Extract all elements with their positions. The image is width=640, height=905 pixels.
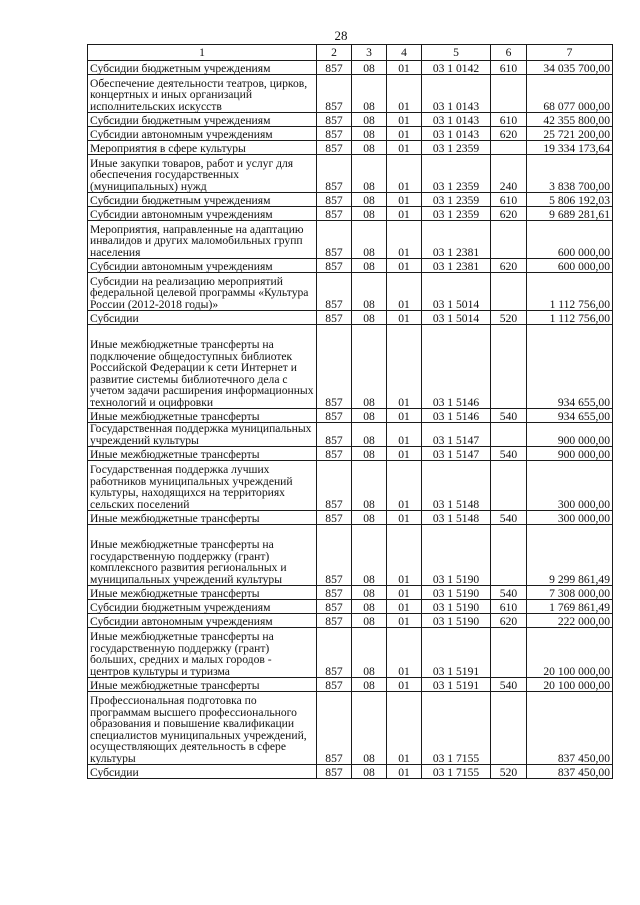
row-code-cell: 857 [317,628,352,678]
row-expense-type-cell [491,423,527,447]
row-amount-cell: 9 299 861,49 [527,525,613,586]
row-name-cell: Иные межбюджетные трансферты [88,511,317,525]
row-code-cell: 857 [317,525,352,586]
row-name-cell: Субсидии бюджетным учреждениям [88,61,317,75]
table-row [88,765,613,779]
row-section-cell: 08 [352,765,387,779]
row-expense-type-cell: 520 [491,311,527,325]
row-subsection-cell: 01 [387,75,422,113]
row-expense-type-cell: 610 [491,193,527,207]
row-section-cell: 08 [352,511,387,525]
row-expense-type-cell: 620 [491,127,527,141]
row-code-cell: 857 [317,193,352,207]
column-header: 3 [352,45,387,61]
row-target-article-cell: 03 1 5190 [422,614,491,628]
row-amount-cell: 837 450,00 [527,765,613,779]
table-row [88,692,613,765]
row-subsection-cell: 01 [387,461,422,511]
row-target-article-cell: 03 1 2359 [422,141,491,155]
row-subsection-cell: 01 [387,259,422,273]
row-subsection-cell: 01 [387,765,422,779]
row-code-cell: 857 [317,325,352,409]
row-section-cell: 08 [352,75,387,113]
row-amount-cell: 25 721 200,00 [527,127,613,141]
row-amount-cell: 900 000,00 [527,423,613,447]
row-name-cell: Иные межбюджетные трансферты на подключение общедоступных библиотек Российской Федерации к сети Интернет и развитие системы библиотечного дела с учетом задачи расширения информационных технологий и оцифровки [88,325,317,409]
row-section-cell: 08 [352,586,387,600]
table-row [88,61,613,75]
row-name-cell: Субсидии на реализацию мероприятий федеральной целевой программы «Культура России (2012-2018 годы)» [88,273,317,311]
column-header: 2 [317,45,352,61]
row-target-article-cell: 03 1 0143 [422,75,491,113]
table-row [88,461,613,511]
row-name-cell: Субсидии бюджетным учреждениям [88,600,317,614]
page-number: 28 [334,28,348,43]
row-amount-cell: 34 035 700,00 [527,61,613,75]
row-name-cell: Профессиональная подготовка по программам высшего профессионального образования и повышение квалификации специалистов муниципальных учреждений, осуществляющих деятельность в сфере культуры [88,692,317,765]
row-amount-cell: 9 689 281,61 [527,207,613,221]
row-target-article-cell: 03 1 7155 [422,765,491,779]
row-amount-cell: 900 000,00 [527,447,613,461]
row-code-cell: 857 [317,207,352,221]
row-section-cell: 08 [352,141,387,155]
table-row [88,511,613,525]
row-subsection-cell: 01 [387,221,422,259]
row-code-cell: 857 [317,586,352,600]
row-section-cell: 08 [352,600,387,614]
row-subsection-cell: 01 [387,409,422,423]
row-name-cell: Субсидии автономным учреждениям [88,614,317,628]
row-section-cell: 08 [352,525,387,586]
row-subsection-cell: 01 [387,273,422,311]
row-subsection-cell: 01 [387,614,422,628]
row-subsection-cell: 01 [387,113,422,127]
table-body [88,61,613,779]
row-target-article-cell: 03 1 0142 [422,61,491,75]
row-name-cell: Субсидии автономным учреждениям [88,207,317,221]
row-target-article-cell: 03 1 5190 [422,525,491,586]
row-target-article-cell: 03 1 5148 [422,511,491,525]
row-name-cell: Субсидии автономным учреждениям [88,259,317,273]
table-row [88,207,613,221]
table-row [88,155,613,193]
row-code-cell: 857 [317,614,352,628]
row-code-cell: 857 [317,75,352,113]
row-amount-cell: 1 112 756,00 [527,273,613,311]
row-code-cell: 857 [317,113,352,127]
row-section-cell: 08 [352,409,387,423]
row-name-cell: Иные межбюджетные трансферты [88,678,317,692]
table-row [88,273,613,311]
row-name-cell: Иные межбюджетные трансферты [88,409,317,423]
column-header: 4 [387,45,422,61]
row-target-article-cell: 03 1 2359 [422,207,491,221]
row-amount-cell: 600 000,00 [527,259,613,273]
row-name-cell: Иные межбюджетные трансферты [88,447,317,461]
row-amount-cell: 600 000,00 [527,221,613,259]
row-name-cell: Мероприятия в сфере культуры [88,141,317,155]
row-target-article-cell: 03 1 0143 [422,113,491,127]
row-code-cell: 857 [317,692,352,765]
row-subsection-cell: 01 [387,207,422,221]
row-amount-cell: 5 806 192,03 [527,193,613,207]
row-subsection-cell: 01 [387,155,422,193]
row-amount-cell: 20 100 000,00 [527,678,613,692]
row-code-cell: 857 [317,447,352,461]
table-row [88,141,613,155]
row-code-cell: 857 [317,61,352,75]
row-section-cell: 08 [352,311,387,325]
table-row [88,75,613,113]
row-target-article-cell: 03 1 5014 [422,273,491,311]
row-subsection-cell: 01 [387,692,422,765]
column-header: 6 [491,45,527,61]
row-section-cell: 08 [352,61,387,75]
row-section-cell: 08 [352,155,387,193]
row-amount-cell: 934 655,00 [527,325,613,409]
row-name-cell: Государственная поддержка лучших работников муниципальных учреждений культуры, находящихся на территориях сельских поселений [88,461,317,511]
table-row [88,423,613,447]
table-row [88,586,613,600]
row-amount-cell: 3 838 700,00 [527,155,613,193]
row-expense-type-cell: 610 [491,600,527,614]
row-name-cell: Иные межбюджетные трансферты на государственную поддержку (грант) комплексного развития региональных и муниципальных учреждений культуры [88,525,317,586]
column-header: 7 [527,45,613,61]
row-section-cell: 08 [352,207,387,221]
row-name-cell: Субсидии автономным учреждениям [88,127,317,141]
row-subsection-cell: 01 [387,586,422,600]
row-name-cell: Субсидии бюджетным учреждениям [88,113,317,127]
row-section-cell: 08 [352,614,387,628]
row-code-cell: 857 [317,259,352,273]
row-name-cell: Иные закупки товаров, работ и услуг для обеспечения государственных (муниципальных) нужд [88,155,317,193]
row-expense-type-cell: 540 [491,447,527,461]
row-subsection-cell: 01 [387,61,422,75]
row-code-cell: 857 [317,273,352,311]
column-header: 5 [422,45,491,61]
row-amount-cell: 300 000,00 [527,461,613,511]
table-row [88,447,613,461]
row-code-cell: 857 [317,461,352,511]
table-row [88,678,613,692]
row-code-cell: 857 [317,155,352,193]
row-amount-cell: 300 000,00 [527,511,613,525]
row-expense-type-cell: 540 [491,678,527,692]
row-subsection-cell: 01 [387,628,422,678]
row-subsection-cell: 01 [387,423,422,447]
row-name-cell: Государственная поддержка муниципальных учреждений культуры [88,423,317,447]
row-subsection-cell: 01 [387,447,422,461]
table-row [88,614,613,628]
row-target-article-cell: 03 1 5191 [422,628,491,678]
table-row [88,259,613,273]
row-amount-cell: 222 000,00 [527,614,613,628]
row-section-cell: 08 [352,423,387,447]
row-target-article-cell: 03 1 5147 [422,423,491,447]
row-target-article-cell: 03 1 5146 [422,409,491,423]
row-name-cell: Субсидии [88,311,317,325]
row-section-cell: 08 [352,325,387,409]
row-amount-cell: 934 655,00 [527,409,613,423]
table-row [88,221,613,259]
row-section-cell: 08 [352,678,387,692]
row-target-article-cell: 03 1 0143 [422,127,491,141]
row-expense-type-cell [491,525,527,586]
row-expense-type-cell: 540 [491,409,527,423]
row-target-article-cell: 03 1 5191 [422,678,491,692]
row-expense-type-cell: 240 [491,155,527,193]
table-row [88,628,613,678]
row-target-article-cell: 03 1 2381 [422,221,491,259]
row-subsection-cell: 01 [387,525,422,586]
row-name-cell: Иные межбюджетные трансферты на государственную поддержку (грант) больших, средних и малых городов - центров культуры и туризма [88,628,317,678]
table-row [88,193,613,207]
row-target-article-cell: 03 1 5014 [422,311,491,325]
row-target-article-cell: 03 1 5190 [422,600,491,614]
row-target-article-cell: 03 1 2359 [422,155,491,193]
row-code-cell: 857 [317,765,352,779]
row-code-cell: 857 [317,678,352,692]
row-code-cell: 857 [317,141,352,155]
row-expense-type-cell: 610 [491,113,527,127]
row-expense-type-cell [491,273,527,311]
row-amount-cell: 42 355 800,00 [527,113,613,127]
row-target-article-cell: 03 1 2359 [422,193,491,207]
row-amount-cell: 20 100 000,00 [527,628,613,678]
row-section-cell: 08 [352,113,387,127]
table-row [88,525,613,586]
row-name-cell: Иные межбюджетные трансферты [88,586,317,600]
column-header: 1 [88,45,317,61]
row-expense-type-cell [491,461,527,511]
row-subsection-cell: 01 [387,511,422,525]
row-expense-type-cell: 540 [491,586,527,600]
row-code-cell: 857 [317,511,352,525]
table-row [88,325,613,409]
row-section-cell: 08 [352,447,387,461]
table-row [88,113,613,127]
row-subsection-cell: 01 [387,678,422,692]
row-expense-type-cell [491,325,527,409]
row-target-article-cell: 03 1 7155 [422,692,491,765]
row-section-cell: 08 [352,273,387,311]
row-subsection-cell: 01 [387,311,422,325]
row-target-article-cell: 03 1 5148 [422,461,491,511]
row-section-cell: 08 [352,127,387,141]
row-section-cell: 08 [352,692,387,765]
row-code-cell: 857 [317,311,352,325]
row-expense-type-cell: 610 [491,61,527,75]
header-row [88,45,613,61]
table-row [88,127,613,141]
row-target-article-cell: 03 1 2381 [422,259,491,273]
row-expense-type-cell [491,628,527,678]
row-amount-cell: 1 112 756,00 [527,311,613,325]
row-section-cell: 08 [352,461,387,511]
row-section-cell: 08 [352,259,387,273]
row-amount-cell: 7 308 000,00 [527,586,613,600]
budget-table [87,44,613,779]
row-expense-type-cell: 540 [491,511,527,525]
row-subsection-cell: 01 [387,127,422,141]
row-amount-cell: 1 769 861,49 [527,600,613,614]
row-target-article-cell: 03 1 5190 [422,586,491,600]
row-section-cell: 08 [352,193,387,207]
row-code-cell: 857 [317,409,352,423]
row-name-cell: Мероприятия, направленные на адаптацию инвалидов и других маломобильных групп населения [88,221,317,259]
table-row [88,311,613,325]
row-expense-type-cell: 620 [491,207,527,221]
row-subsection-cell: 01 [387,325,422,409]
row-subsection-cell: 01 [387,600,422,614]
row-expense-type-cell: 620 [491,614,527,628]
row-section-cell: 08 [352,221,387,259]
table-row [88,409,613,423]
row-name-cell: Обеспечение деятельности театров, цирков, концертных и иных организаций исполнительских искусств [88,75,317,113]
row-name-cell: Субсидии [88,765,317,779]
row-expense-type-cell [491,692,527,765]
row-target-article-cell: 03 1 5146 [422,325,491,409]
row-target-article-cell: 03 1 5147 [422,447,491,461]
row-subsection-cell: 01 [387,193,422,207]
row-name-cell: Субсидии бюджетным учреждениям [88,193,317,207]
row-subsection-cell: 01 [387,141,422,155]
row-code-cell: 857 [317,221,352,259]
row-section-cell: 08 [352,628,387,678]
row-expense-type-cell: 520 [491,765,527,779]
row-expense-type-cell: 620 [491,259,527,273]
row-amount-cell: 837 450,00 [527,692,613,765]
table-row [88,600,613,614]
row-expense-type-cell [491,75,527,113]
row-code-cell: 857 [317,423,352,447]
row-amount-cell: 19 334 173,64 [527,141,613,155]
row-code-cell: 857 [317,127,352,141]
row-expense-type-cell [491,221,527,259]
row-expense-type-cell [491,141,527,155]
row-code-cell: 857 [317,600,352,614]
row-amount-cell: 68 077 000,00 [527,75,613,113]
